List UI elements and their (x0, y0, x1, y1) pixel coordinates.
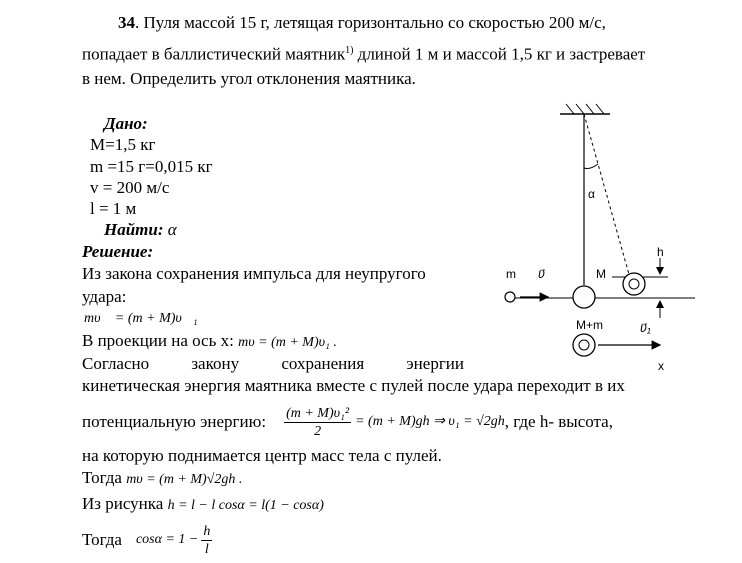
solution-p4-tail: , где h- высота, (504, 412, 613, 431)
combined-mass-label: M+m (576, 318, 603, 332)
problem-text-1: . Пуля массой 15 г, летящая горизонтально со скоростью 200 м/с, (135, 13, 606, 32)
problem-line-2 (82, 41, 645, 65)
deflected-bullet (629, 279, 639, 289)
equation-cos-left: cosα = 1 − (135, 532, 199, 547)
equation-cos-fraction (201, 523, 212, 558)
given-title: Дано: (104, 114, 148, 133)
angle-label: α (588, 187, 595, 201)
problem-line-1 (118, 13, 606, 33)
x-axis-label: x (658, 359, 664, 373)
solution-p1b: удара: (82, 287, 127, 306)
fraction-numerator: (m + M)υ₁² (286, 405, 350, 421)
given-item-mass-M: M=1,5 кг (90, 135, 156, 154)
fraction-denominator: 2 (314, 423, 322, 439)
pendulum-figure (495, 98, 705, 376)
bullet-velocity-label: υ⃗ (538, 267, 545, 281)
angle-arc (584, 164, 598, 169)
given-item-velocity: v = 200 м/с (90, 178, 170, 197)
find-row (104, 220, 177, 240)
word-3: сохранения (281, 354, 365, 373)
solution-p7 (82, 494, 324, 516)
solution-p7-text: Из рисунка (82, 494, 164, 513)
solution-p4-text: потенциальную энергию: (82, 412, 267, 431)
given-item-mass-m: m =15 г=0,015 кг (90, 157, 213, 176)
problem-text-2b: длиной 1 м и массой 1,5 кг и застревает (353, 44, 646, 64)
ceiling-support (560, 104, 610, 114)
find-value: α (167, 220, 177, 239)
equation-momentum-vector: mυ⃗ = (m + M)υ⃗₁ (84, 311, 198, 326)
cos-fraction-numerator: h (203, 523, 211, 539)
solution-p5: на которую поднимается центр масс тела с пулей. (82, 446, 442, 465)
equation-momentum-projection: mυ = (m + M)υ₁ . (238, 335, 337, 350)
word-4: энергии (406, 354, 464, 373)
problem-text-2a: попадает в баллистический маятник (82, 44, 346, 64)
bullet (505, 292, 515, 302)
solution-p6 (82, 468, 242, 490)
equation-energy-fraction (284, 405, 351, 440)
solution-p4 (82, 402, 613, 442)
equation-final-momentum: mυ = (m + M)√2gh . (126, 472, 243, 487)
problem-number: 34 (118, 13, 135, 32)
word-2: закону (191, 354, 240, 373)
solution-p8-text: Тогда (82, 530, 122, 549)
solution-p2 (82, 331, 337, 353)
pendulum-bob (573, 286, 595, 308)
footnote-mark: 1) (345, 45, 354, 56)
combined-velocity-label: υ⃗₁ (640, 321, 651, 335)
word-1: Согласно (82, 354, 150, 373)
solution-p6-text: Тогда (82, 468, 122, 487)
solution-p8 (82, 522, 212, 558)
bullet-mass-label: m (506, 267, 516, 281)
solution-title: Решение: (82, 242, 154, 261)
solution-p2-text: В проекции на ось х: (82, 331, 234, 350)
solution-p3b: кинетическая энергия маятника вместе с пулей после удара переходит в их (82, 376, 625, 395)
given-item-length: l = 1 м (90, 199, 137, 218)
equation-height: h = l − l cosα = l(1 − cosα) (167, 498, 324, 513)
problem-line-3: в нем. Определить угол отклонения маятника. (82, 69, 416, 88)
height-label: h (657, 245, 664, 259)
find-label: Найти: (104, 220, 164, 239)
cos-fraction-denominator: l (204, 541, 209, 557)
solution-p3a (82, 354, 464, 374)
equation-energy-rest: = (m + M)gh ⇒ υ₁ = √2gh (355, 414, 505, 429)
bob-mass-label: M (596, 267, 606, 281)
solution-p1a: Из закона сохранения импульса для неупругого (82, 264, 426, 283)
combined-bullet (579, 340, 589, 350)
